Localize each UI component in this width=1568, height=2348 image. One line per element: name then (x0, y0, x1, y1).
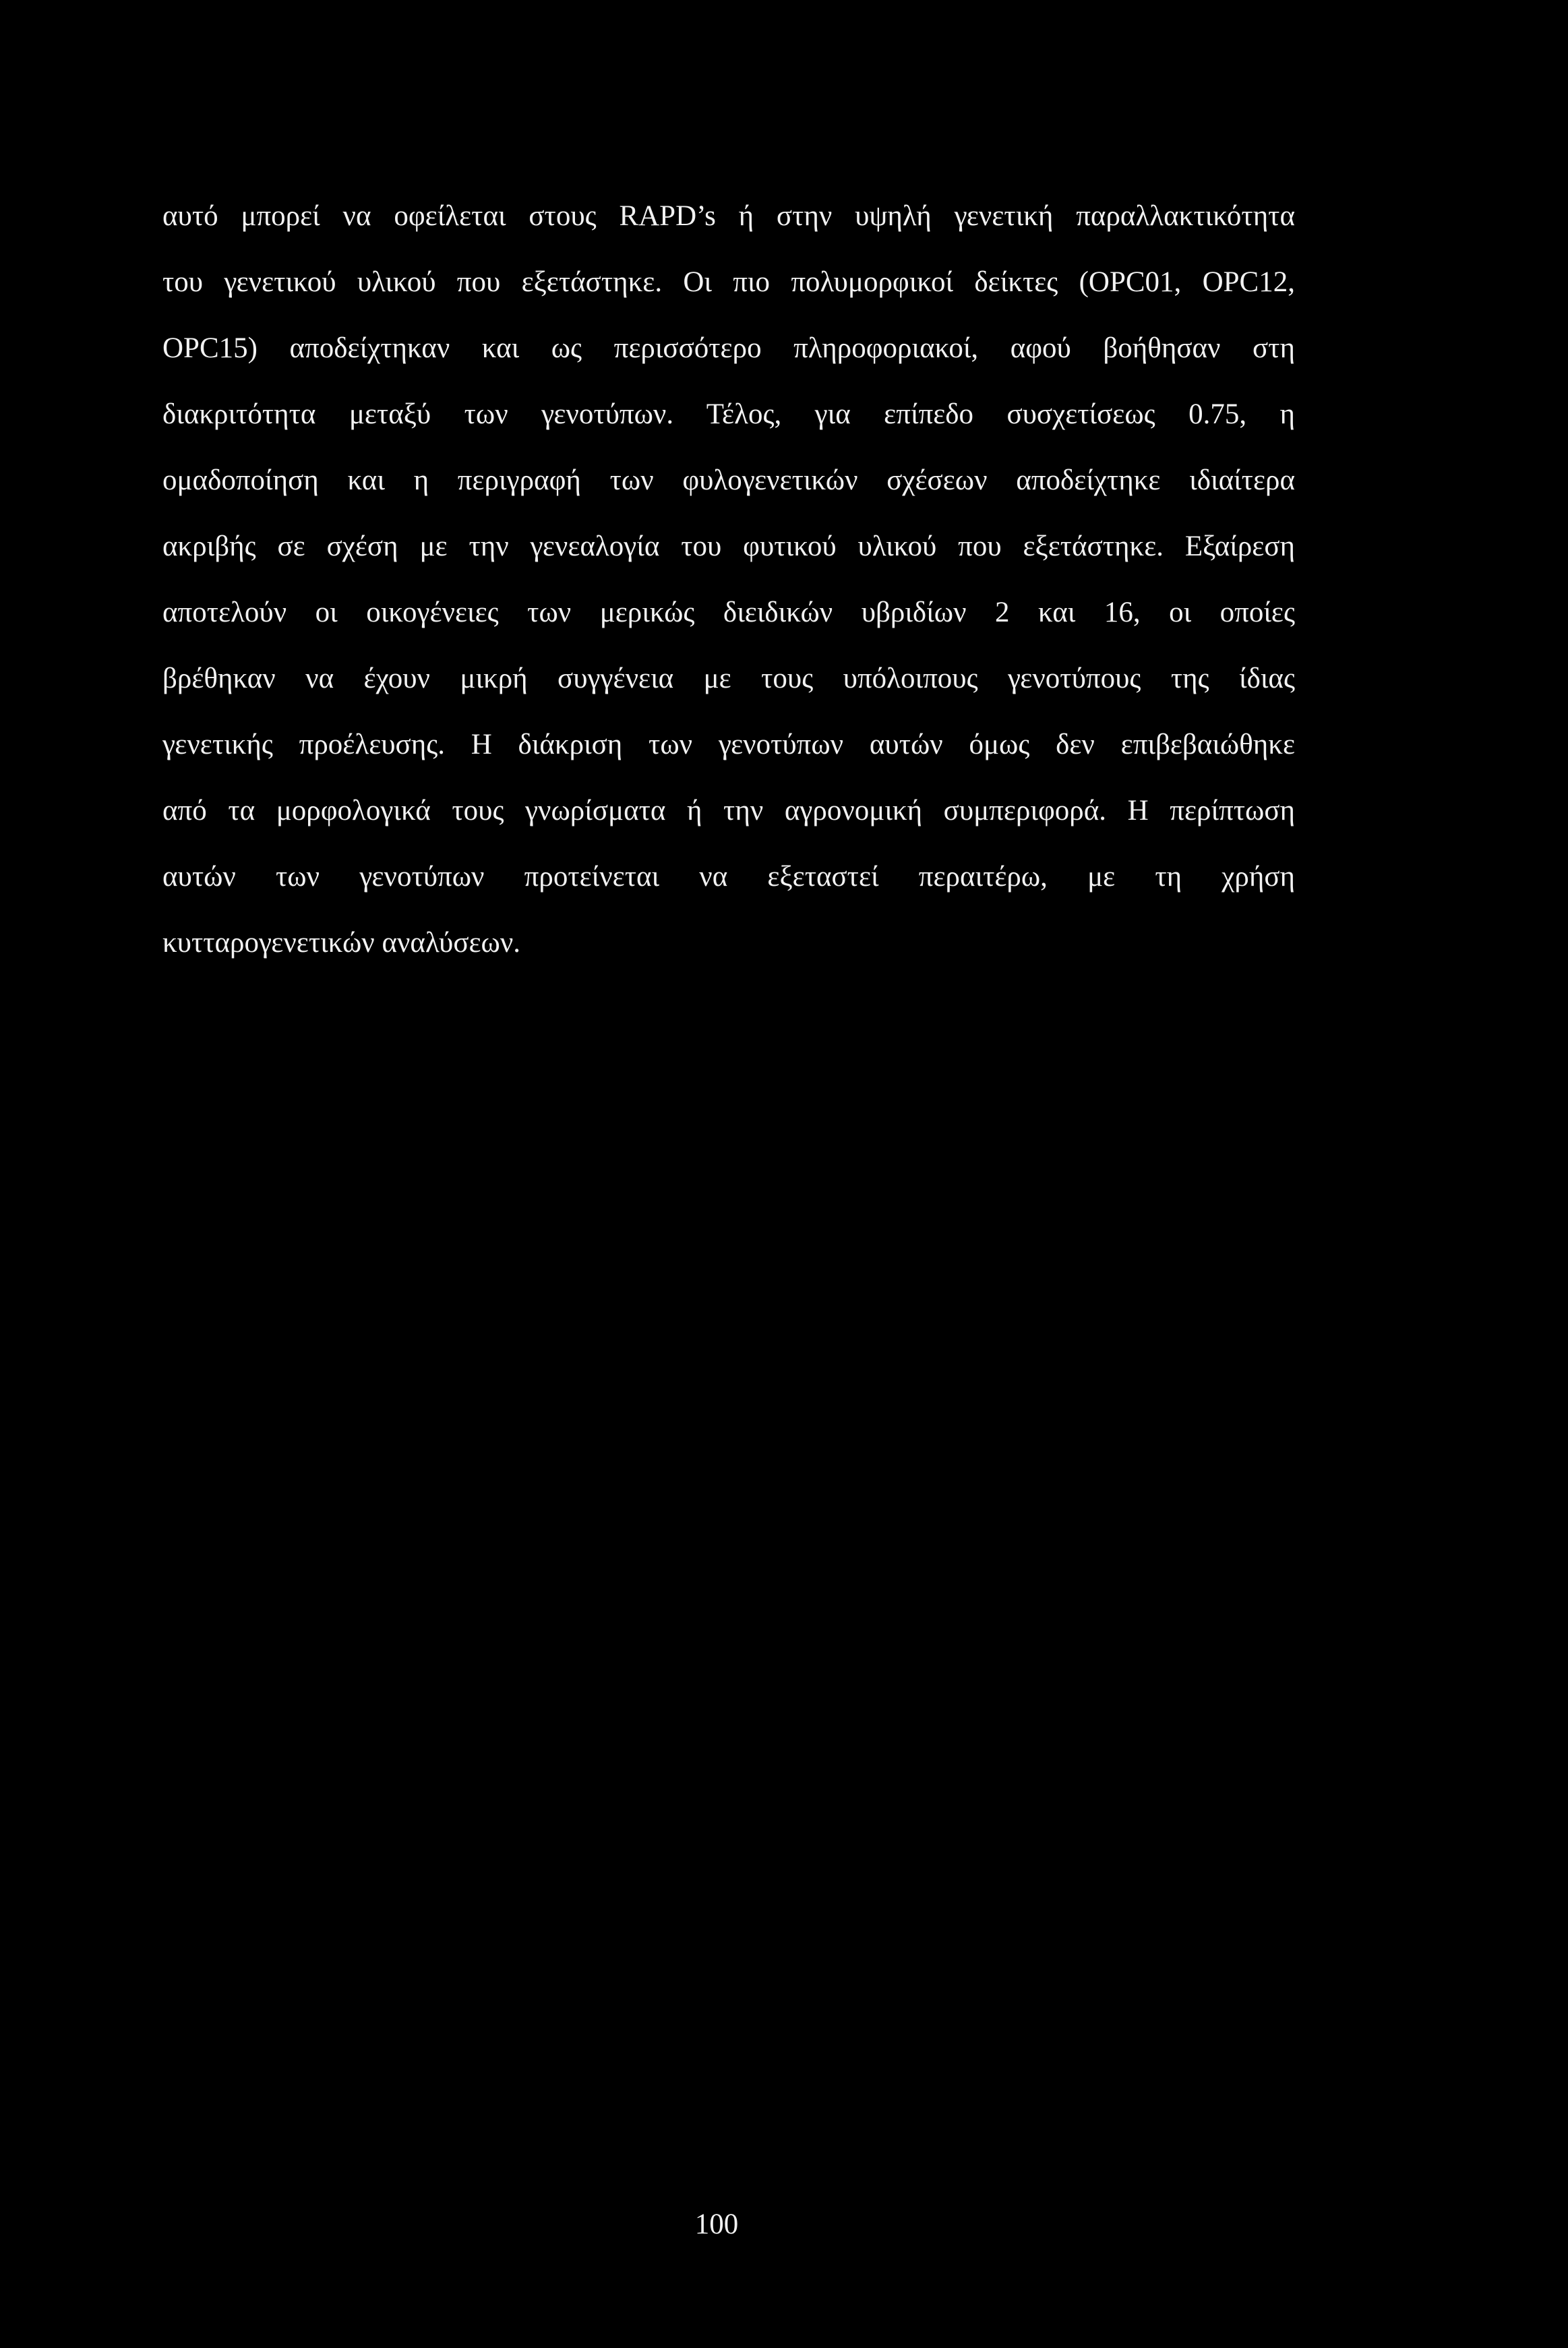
paragraph-line-5: ομαδοποίηση και η περιγραφή των φυλογενετικών σχέσεων αποδείχτηκε ιδιαίτερα (162, 464, 1295, 496)
paragraph-line-2: του γενετικού υλικού που εξετάστηκε. Οι πιο πολυμορφικοί δείκτες (OPC01, OPC12, (162, 266, 1295, 298)
paragraph-line-12: κυτταρογενετικών αναλύσεων. (162, 927, 521, 959)
paragraph-line-9: γενετικής προέλευσης. Η διάκριση των γενοτύπων αυτών όμως δεν επιβεβαιώθηκε (162, 729, 1295, 760)
paragraph-line-4: διακριτότητα μεταξύ των γενοτύπων. Τέλος, για επίπεδο συσχετίσεως 0.75, η (162, 398, 1295, 430)
paragraph-line-11: αυτών των γενοτύπων προτείνεται να εξεταστεί περαιτέρω, με τη χρήση (162, 861, 1295, 893)
paragraph-line-3: OPC15) αποδείχτηκαν και ως περισσότερο πληροφοριακοί, αφού βοήθησαν στη (162, 332, 1295, 364)
paragraph-line-1: αυτό μπορεί να οφείλεται στους RAPD’s ή στην υψηλή γενετική παραλλακτικότητα (162, 200, 1295, 232)
paragraph-line-7: αποτελούν οι οικογένειες των μερικώς διειδικών υβριδίων 2 και 16, οι οποίες (162, 597, 1295, 628)
paragraph-line-6: ακριβής σε σχέση με την γενεαλογία του φυτικού υλικού που εξετάστηκε. Εξαίρεση (162, 531, 1295, 562)
page-number: 100 (694, 2208, 739, 2240)
paragraph-line-8: βρέθηκαν να έχουν μικρή συγγένεια με τους υπόλοιπους γενοτύπους της ίδιας (162, 663, 1295, 694)
body-paragraph (162, 183, 1295, 976)
paragraph-line-10: από τα μορφολογικά τους γνωρίσματα ή την αγρονομική συμπεριφορά. Η περίπτωση (162, 795, 1295, 826)
